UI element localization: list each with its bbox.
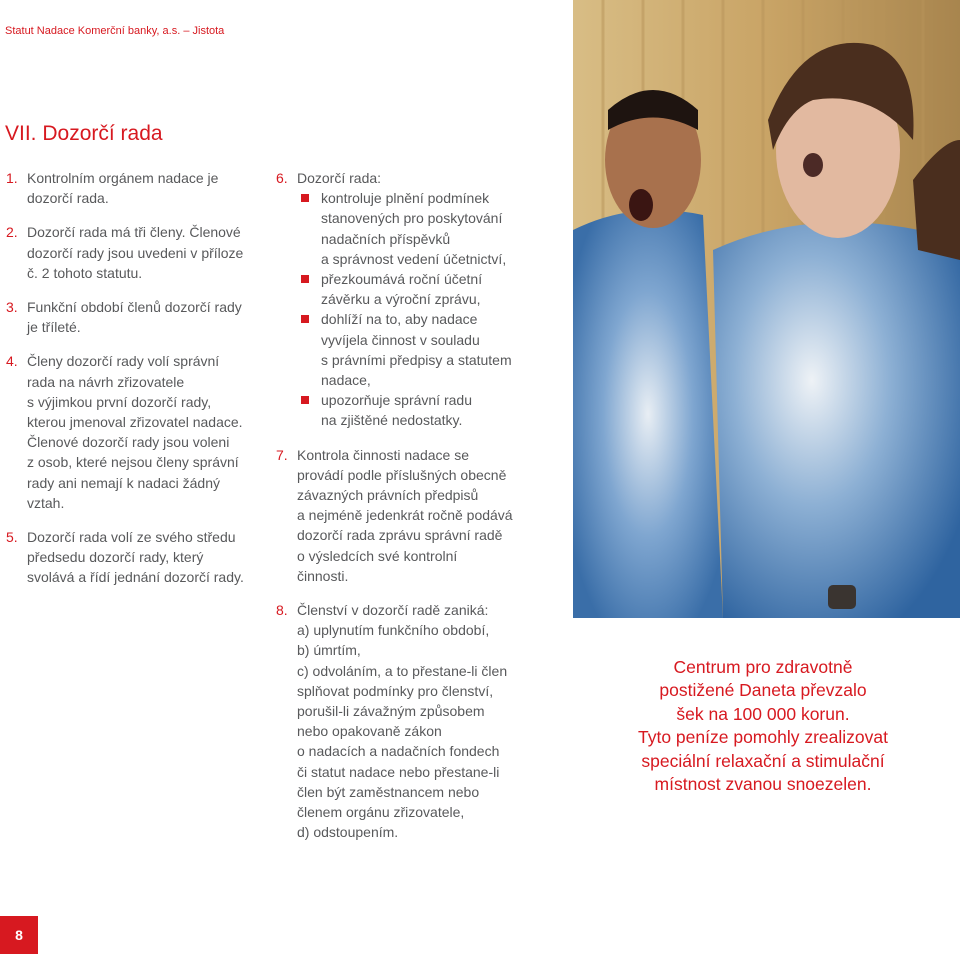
item-text-line: je tříleté.	[27, 319, 81, 336]
item-text-line: závazných právních předpisů	[297, 487, 479, 504]
caption-line: Centrum pro zdravotně	[673, 657, 853, 677]
bullet-line: a správnost vedení účetnictví,	[321, 250, 507, 267]
running-header: Statut Nadace Komerční banky, a.s. – Jistota	[5, 25, 225, 37]
bullet-line: kontroluje plnění podmínek	[321, 190, 490, 207]
bullet-line: dohlíží na to, aby nadace	[321, 311, 478, 328]
item-number: 6.	[276, 170, 288, 186]
article-item-1	[6, 168, 266, 208]
item-text-line: činnosti.	[297, 567, 349, 584]
item-text-line: s výjimkou první dozorčí rady,	[27, 393, 212, 410]
page-number: 8	[0, 916, 38, 954]
item-number: 4.	[6, 353, 18, 370]
photo-singing-men	[573, 0, 960, 618]
sub-item	[297, 822, 546, 842]
item-text-line: předsedu dozorčí rady, který	[27, 549, 204, 566]
article-item-3	[6, 297, 266, 337]
item-text-line: a nejméně jedenkrát ročně podává	[297, 507, 513, 524]
item-number: 5.	[6, 529, 18, 546]
item-number: 7.	[276, 446, 288, 463]
sub-line: nebo opakovaně zákon	[297, 723, 442, 740]
item-text-line: č. 2 tohoto statutu.	[27, 264, 143, 281]
item-text-line: Kontrola činnosti nadace se	[297, 446, 469, 463]
caption-line: místnost zvanou snoezelen.	[654, 774, 872, 795]
bullet-line: s právními předpisy a statutem	[321, 351, 512, 368]
bullet-line: nadačních příspěvků	[321, 230, 451, 247]
sub-list	[297, 620, 546, 842]
photo-illustration	[573, 0, 960, 618]
article-item-2	[6, 222, 266, 283]
item-intro: Dozorčí rada:	[297, 170, 382, 186]
item-text-line: Dozorčí rada má tři členy. Členové	[27, 224, 241, 241]
bullet-line: upozorňuje správní radu	[321, 392, 472, 409]
item-text-line: Členy dozorčí rady volí správní	[27, 353, 220, 370]
bullet-item	[297, 269, 546, 309]
item-text-line: dozorčí rada.	[27, 190, 109, 207]
sub-line: o nadacích a nadačních fondech	[297, 743, 500, 760]
photo-caption	[600, 656, 926, 796]
item-text-line: z osob, které nejsou členy správní	[27, 454, 239, 471]
caption-line: postižené Daneta převzalo	[659, 680, 867, 701]
sub-line: b) úmrtím,	[297, 642, 361, 659]
caption-line: šek na 100 000 korun.	[676, 703, 850, 724]
sub-line: d) odstoupením.	[297, 824, 399, 841]
item-number: 1.	[6, 170, 18, 186]
item-number: 3.	[6, 299, 18, 316]
sub-line: splňovat podmínky pro členství,	[297, 682, 494, 699]
item-text-line: kterou jmenoval zřizovatel nadace.	[27, 414, 243, 431]
middle-column	[276, 168, 546, 857]
sub-item	[297, 620, 546, 640]
item-number: 8.	[276, 602, 288, 619]
item-text-line: provádí podle příslušných obecně	[297, 466, 507, 483]
bullet-item	[297, 188, 546, 269]
item-text-line: Kontrolním orgánem nadace je	[27, 170, 219, 186]
item-text-line: dozorčí rada zprávu správní radě	[297, 527, 503, 544]
sub-item	[297, 640, 546, 660]
bullet-list	[297, 188, 546, 430]
item-intro: Členství v dozorčí radě zaniká:	[297, 602, 489, 619]
item-text-line: svolává a řídí jednání dozorčí rady.	[27, 569, 244, 586]
article-item-4	[6, 351, 266, 513]
article-item-8	[276, 600, 546, 842]
item-text-line: vztah.	[27, 494, 65, 511]
item-text-line: rada na návrh zřizovatele	[27, 373, 185, 390]
sub-line: členem orgánu zřizovatele,	[297, 804, 465, 821]
item-text-line: o výsledcích své kontrolní	[297, 547, 458, 564]
sub-line: c) odvoláním, a to přestane-li člen	[297, 662, 508, 679]
item-text-line: dozorčí rady jsou uvedeni v příloze	[27, 244, 244, 261]
item-number: 2.	[6, 224, 18, 241]
bullet-line: závěrku a výroční zprávu,	[321, 291, 481, 308]
sub-line: a) uplynutím funkčního období,	[297, 622, 490, 639]
bullet-line: na zjištěné nedostatky.	[321, 412, 463, 429]
bullet-line: nadace,	[321, 372, 371, 389]
bullet-line: přezkoumává roční účetní	[321, 271, 483, 288]
bullet-line: vyvíjela činnost v souladu	[321, 331, 480, 348]
sub-line: člen být zaměstnancem nebo	[297, 783, 480, 800]
caption-line: Tyto peníze pomohly zrealizovat	[638, 727, 888, 748]
sub-item	[297, 661, 546, 823]
article-item-5	[6, 527, 266, 588]
item-text-line: Členové dozorčí rady jsou voleni	[27, 434, 230, 451]
item-text-line: rady ani nemají k nadaci žádný	[27, 474, 220, 491]
caption-line: speciální relaxační a stimulační	[641, 750, 885, 771]
article-item-7	[276, 445, 546, 586]
item-text-line: Dozorčí rada volí ze svého středu	[27, 529, 236, 546]
sub-line: porušil-li závažným způsobem	[297, 703, 485, 720]
bullet-item	[297, 390, 546, 430]
bullet-line: stanovených pro poskytování	[321, 210, 503, 227]
section-title: VII. Dozorčí rada	[5, 122, 163, 145]
article-item-6	[276, 168, 546, 431]
item-text-line: Funkční období členů dozorčí rady	[27, 299, 242, 316]
bullet-item	[297, 309, 546, 390]
left-column	[6, 168, 266, 602]
sub-line: či statut nadace nebo přestane-li	[297, 763, 500, 780]
